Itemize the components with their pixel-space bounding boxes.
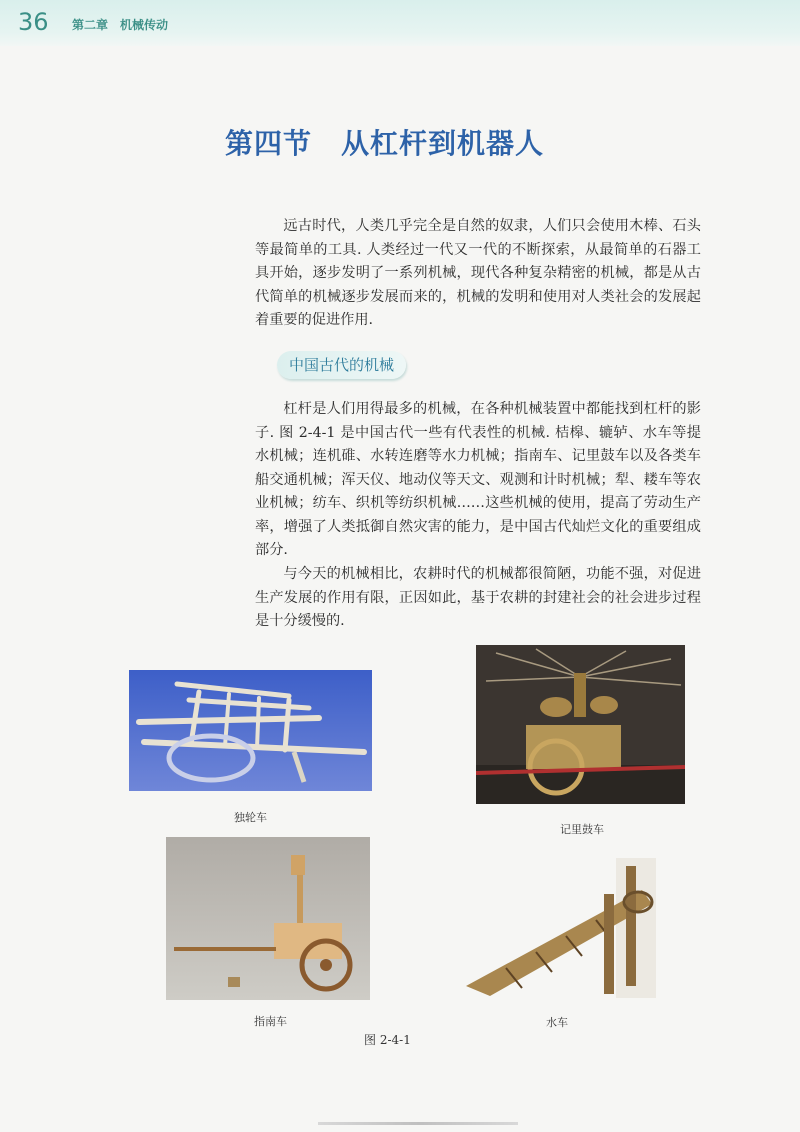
drum-carriage-photo: [476, 645, 685, 804]
south-pointing-chariot-photo: [166, 837, 370, 1000]
page-number: 36: [18, 8, 49, 36]
figure-caption-south-pointing-chariot: 指南车: [254, 1015, 287, 1028]
figure-number-caption: 图 2-4-1: [364, 1033, 411, 1047]
body-paragraph: 与今天的机械相比，农耕时代的机械都很简陋，功能不强，对促进生产发展的作用有限，正因如此，基于农耕的封建社会的社会进步过程是十分缓慢的.: [255, 566, 701, 629]
section-title: 第四节 从杠杆到机器人: [225, 127, 545, 160]
body-paragraph: 杠杆是人们用得最多的机械，在各种机械装置中都能找到杠杆的影子. 图 2-4-1 是中国古代一些有代表性的机械. 桔槔、辘轳、水车等提水机械；连机碓、水转连磨等水力机械；指南车、记里鼓车以及各类车船交通机械；浑天仪、地动仪等天文、观测和计时机械；犁、耧车等农业机械；纺车、织机等纺织机械……这些机械的使用，提高了劳动生产率，增强了人类抵御自然灾害的能力，是中国古代灿烂文化的重要组成部分.: [255, 401, 701, 558]
bottom-divider: [318, 1122, 518, 1125]
water-wheel-photo: [466, 858, 656, 998]
figure-caption-drum-carriage: 记里鼓车: [560, 823, 604, 836]
wheelbarrow-photo: [129, 670, 372, 791]
subheading: 中国古代的机械: [277, 351, 406, 379]
figure-caption-water-wheel: 水车: [546, 1016, 568, 1029]
intro-paragraph: 远古时代，人类几乎完全是自然的奴隶，人们只会使用木棒、石头等最简单的工具. 人类经过一代又一代的不断探索，从最简单的石器工具开始，逐步发明了一系列机械，现代各种复杂精密的机械，都是从古代简单的机械逐步发展而来的，机械的发明和使用对人类社会的发展起着重要的促进作用.: [255, 218, 701, 328]
chapter-label: 第二章 机械传动: [72, 18, 169, 32]
figure-caption-wheelbarrow: 独轮车: [234, 811, 267, 824]
